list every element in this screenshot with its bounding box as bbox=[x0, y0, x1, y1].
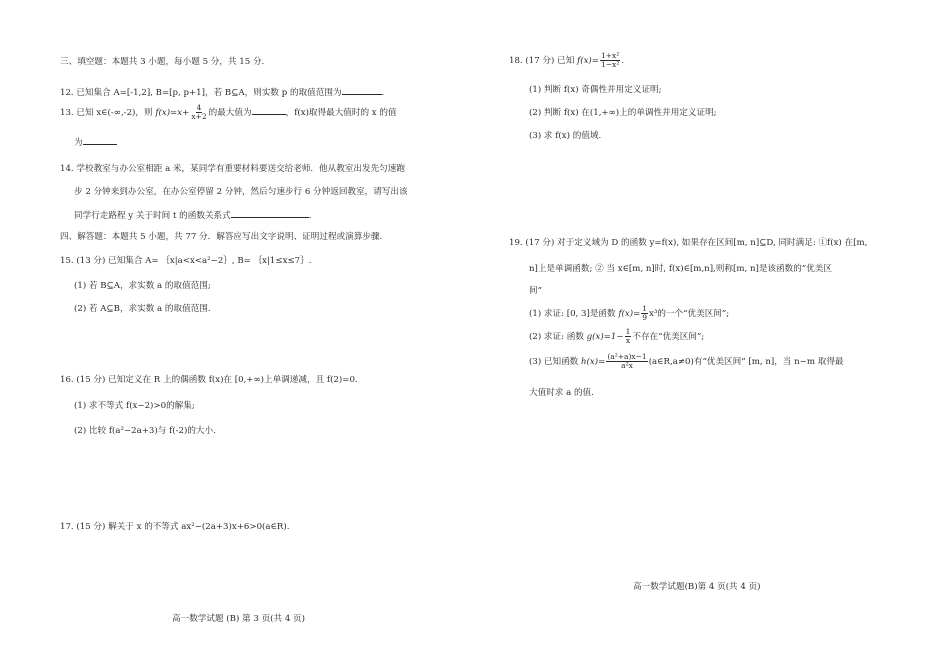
fraction: $\frac{4}{x+2}$ bbox=[191, 103, 207, 121]
question-13: 13. 已知 x∈(-∞,-2)，则 f(x)=x+ $\frac{4}{x+2}$ 的最大值为 ，f(x)取得最大值时的 x 的值 bbox=[60, 103, 397, 121]
question-19-part2: (2) 求证: 函数 g(x)=1− $\frac{1}{x}$ 不存在“优美区间”; bbox=[529, 327, 705, 345]
answer-blank bbox=[252, 106, 286, 115]
answer-blank bbox=[83, 136, 117, 145]
question-14-line3: 同学行走路程 y 关于时间 t 的函数关系式 . bbox=[74, 211, 312, 221]
answer-blank bbox=[342, 86, 382, 95]
question-16-part2: (2) 比较 f(a²−2a+3)与 f(-2)的大小. bbox=[74, 426, 216, 436]
fraction: $\frac{1}{9}$ bbox=[642, 304, 648, 322]
question-19-part3-line2: 大值时求 a 的值. bbox=[529, 388, 594, 398]
question-15-stem: 15. (13 分) 已知集合 A= ｛x|a<x<a²−2｝, B= ｛x|1≤x≤7｝. bbox=[60, 256, 312, 266]
page-4 bbox=[475, 0, 950, 672]
question-19-line3: 间” bbox=[529, 286, 542, 296]
question-18-part3: (3) 求 f(x) 的值域. bbox=[529, 131, 602, 141]
question-12: 12. 已知集合 A=[-1,2], B=[p, p+1]，若 B⊆A，则实数 p 的取值范围为 . bbox=[60, 88, 385, 98]
page-footer: 高一数学试题 (B) 第 3 页(共 4 页) bbox=[172, 614, 305, 624]
question-14-line1: 14. 学校教室与办公室相距 a 米，某同学有重要材料要送交给老师．他从教室出发先匀速跑 bbox=[60, 164, 405, 174]
question-17-stem: 17. (15 分) 解关于 x 的不等式 ax²−(2a+3)x+6>0(a∈R). bbox=[60, 522, 290, 532]
question-14-line2: 步 2 分钟来到办公室，在办公室停留 2 分钟，然后匀速步行 6 分钟返回教室，请写出该 bbox=[74, 187, 408, 197]
question-19-line1: 19. (17 分) 对于定义域为 D 的函数 y=f(x), 如果存在区间[m, n]⊆D, 同时满足: ①f(x) 在[m, bbox=[509, 238, 868, 248]
question-19-part1: (1) 求证: [0, 3]是函数 f(x)= $\frac{1}{9}$ x³的一个“优美区间”; bbox=[529, 304, 730, 322]
question-15-part1: (1) 若 B⊆A，求实数 a 的取值范围; bbox=[74, 281, 211, 291]
question-16-part1: (1) 求不等式 f(x−2)>0的解集; bbox=[74, 401, 195, 411]
question-19-part3: (3) 已知函数 h(x)= $\frac{\text{(a²+a)x−1}}{\text{a²x}}$ (a∈R,a≠0)有“优美区间” [m, n]，当 n−m 取得最 bbox=[529, 352, 844, 370]
question-18-stem: 18. (17 分) 已知 f(x)= $\frac{\text{1+x²}}{\text{1−x²}}$ . bbox=[509, 51, 624, 69]
section-3-heading: 三、填空题：本题共 3 小题，每小题 5 分，共 15 分. bbox=[60, 57, 265, 67]
question-18-part2: (2) 判断 f(x) 在(1,+∞)上的单调性并用定义证明; bbox=[529, 108, 717, 118]
question-16-stem: 16. (15 分) 已知定义在 R 上的偶函数 f(x)在 [0,+∞)上单调递减，且 f(2)=0. bbox=[60, 375, 358, 385]
fraction: $\frac{\text{1+x²}}{\text{1−x²}}$ bbox=[600, 51, 620, 69]
question-13-line2: 为 bbox=[74, 136, 117, 149]
question-19-line2: n]上是单调函数; ② 当 x∈[m, n]时, f(x)∈[m,n],则称[m, n]是该函数的“优美区 bbox=[529, 264, 832, 274]
question-15-part2: (2) 若 A⊆B，求实数 a 的取值范围. bbox=[74, 304, 211, 314]
fraction: $\frac{1}{x}$ bbox=[625, 327, 631, 345]
fraction: $\frac{\text{(a²+a)x−1}}{\text{a²x}}$ bbox=[607, 352, 647, 370]
answer-blank bbox=[231, 209, 309, 218]
section-4-heading: 四、解答题：本题共 5 小题，共 77 分．解答应写出文字说明、证明过程或演算步骤. bbox=[60, 232, 383, 242]
question-18-part1: (1) 判断 f(x) 奇偶性并用定义证明; bbox=[529, 85, 662, 95]
page-footer: 高一数学试题(B)第 4 页(共 4 页) bbox=[633, 582, 761, 592]
